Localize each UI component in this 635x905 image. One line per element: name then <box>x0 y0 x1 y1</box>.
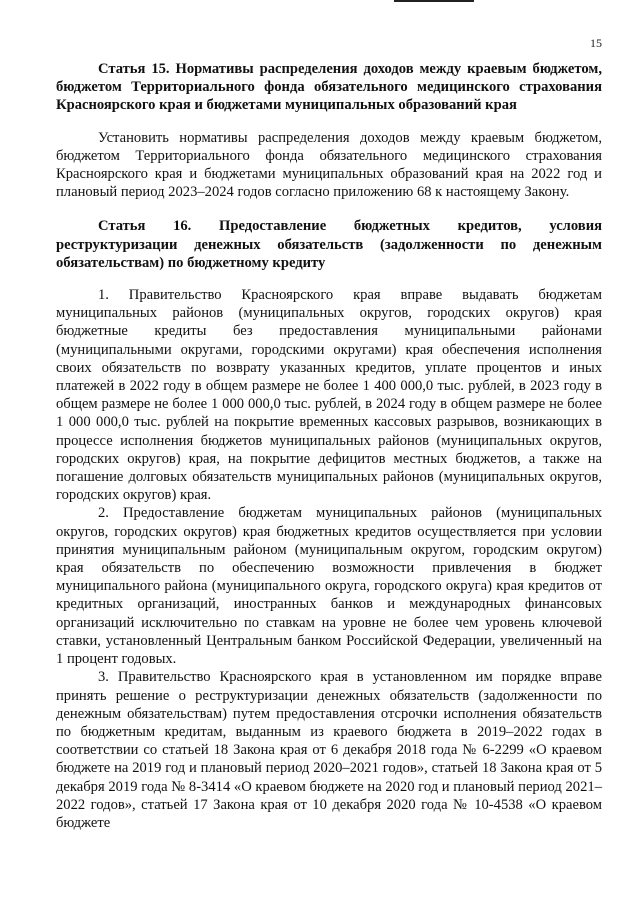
section-gap <box>56 201 602 217</box>
page-number: 15 <box>590 36 602 50</box>
page-content <box>56 60 602 832</box>
article-15-title: Статья 15. Нормативы распределения доходов между краевым бюджетом, бюджетом Территориального фонда обязательного медицинского страхования Красноярского края и бюджетами муниципальных образований края <box>56 61 602 114</box>
article-16-title: Статья 16. Предоставление бюджетных кредитов, условия реструктуризации денежных обязательств (задолженности по денежным обязательствам) по бюджетному кредиту <box>56 218 602 271</box>
article-15-text: Установить нормативы распределения доходов между краевым бюджетом, бюджетом Территориального фонда обязательного медицинского страхования Красноярского края и бюджетами муниципальных образований края на 2022 год и плановый период 2023–2024 годов согласно приложению 68 к настоящему Закону. <box>56 129 602 201</box>
article-16-paragraph-2: 2. Предоставление бюджетам муниципальных районов (муниципальных округов, городских округов) края бюджетных кредитов осуществляется при условии принятия муниципальным районом (муниципальным округом, городским округом) края обязательств по обеспечению возможности привлечения в бюджет муниципального района (муниципального округа, городского округа) края кредитов от кредитных организаций, иностранных банков и международных финансовых организаций исключительно по ставкам на уровне не более чем уровень ключевой ставки, установленный Центральным банком Российской Федерации, увеличенный на 1 процент годовых. <box>56 505 602 668</box>
top-edge-mark <box>394 0 474 2</box>
article-16-paragraph-3: 3. Правительство Красноярского края в установленном им порядке вправе принять решение о реструктуризации денежных обязательств (задолженности по денежным обязательствам) путем предоставления отсрочки исполнения обязательств по бюджетным кредитам, выданным из краевого бюджета в 2019–2022 годах в соответствии со статьей 18 Закона края от 6 декабря 2018 года № 6-2299 «О краевом бюджете на 2019 год и плановый период 2020–2021 годов», статьей 18 Закона края от 5 декабря 2019 года № 8-3414 «О краевом бюджете на 2020 год и плановый период 2021–2022 годов», статьей 17 Закона края от 10 декабря 2020 года № 10-4538 «О краевом бюджете <box>56 669 602 831</box>
article-16-paragraph-1: 1. Правительство Красноярского края вправе выдавать бюджетам муниципальных районов (муниципальных округов, городских округов) края бюджетные кредиты без предоставления муниципальными районами (муниципальными округами, городскими округами) края обеспечения исполнения своих обязательств по возврату указанных кредитов, уплате процентов и иных платежей в 2022 году в общем размере не более 1 400 000,0 тыс. рублей, в 2023 году в общем размере не более 1 000 000,0 тыс. рублей, в 2024 году в общем размере не более 1 000 000,0 тыс. рублей на покрытие временных кассовых разрывов, возникающих в процессе исполнения бюджетов муниципальных районов (муниципальных округов, городских округов) края, на покрытие дефицитов местных бюджетов, а также на погашение долговых обязательств муниципальных районов (муниципальных округов, городских округов) края. <box>56 287 602 504</box>
